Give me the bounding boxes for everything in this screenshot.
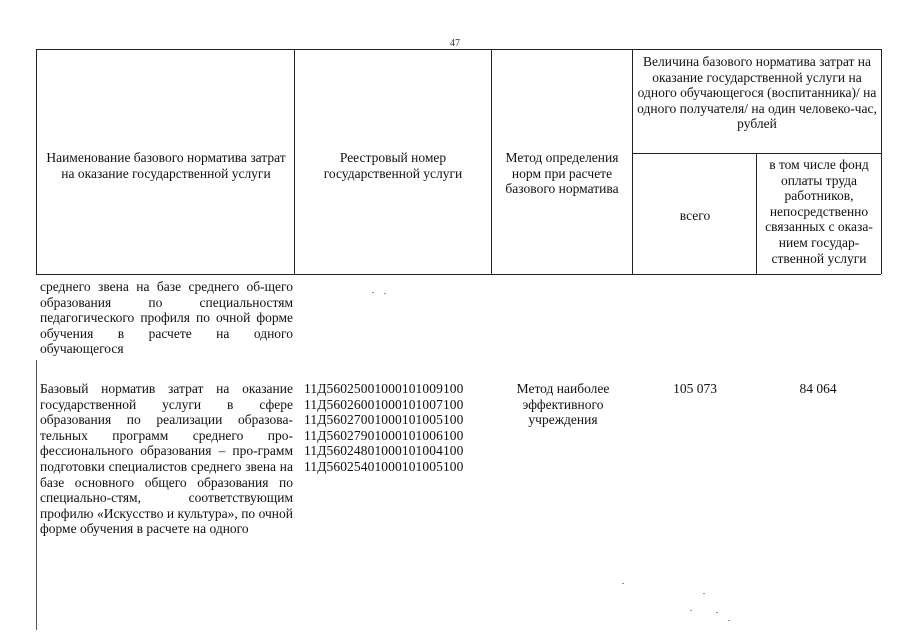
row-total-value: 105 073 [673,381,717,396]
scan-speck [716,612,718,613]
registry-code: 11Д56027901000101006100 [304,427,464,443]
registry-code: 11Д56024801000101004100 [304,443,464,459]
registry-code: 11Д56025001000101009100 [304,381,464,396]
scan-speck [622,583,624,584]
column-divider-4 [756,153,757,274]
scan-speck [690,610,692,611]
scan-speck [703,593,705,594]
registry-code: 11Д56026001000101007100 [304,396,464,412]
header-name: Наименование базового норматива затрат на оказание государственной услуги [46,150,286,181]
header-registry-number: Реестровый номер государственной услуги [323,150,463,181]
header-value-group: Величина базового норматива затрат на оказание государственной услуги на одного обучающегося (воспитанника)/ на одного получателя/ на один человеко-час, рублей [637,54,877,132]
row-salary-value: 84 064 [799,381,837,396]
column-divider-2 [491,49,492,274]
table-left-border [36,49,37,274]
row-name: Базовый норматив затрат на оказание государственной услуги в сфере образования по реализации образова-тельных программ среднего про-фессионального образования – про-грамм подготовки специалистов среднего звена на базе основного общего образования по специально-стям, соответствующим профилю «Искусство и культура», по очной форме обучения в расчете на одного [40,381,293,537]
scan-speck [384,293,386,294]
header-including-salary: в том числе фонд оплаты труда работников, непосредственно связанных с оказа-нием государ-ственной услуги [765,157,873,266]
scan-margin-line [36,360,37,630]
row-method: Метод наиболее эффективного учреждения [516,381,610,428]
continuation-text: среднего звена на базе среднего об-щего образования по специальностям педагогического профиля по очной форме обучения в расчете на одного обучающегося [40,279,293,357]
scan-speck [372,292,374,293]
table-right-border [881,49,882,274]
registry-code: 11Д56027001000101005100 [304,412,464,428]
table-header-bottom-border [36,274,881,275]
scan-speck [728,620,730,621]
row-registry-codes [304,381,464,475]
page-number: 47 [450,38,460,49]
registry-code: 11Д56025401000101005100 [304,458,464,474]
column-divider-3 [632,49,633,274]
table-top-border [36,49,881,50]
column-divider-1 [294,49,295,274]
header-method: Метод определения норм при расчете базового норматива [505,150,619,197]
header-total: всего [679,208,711,223]
